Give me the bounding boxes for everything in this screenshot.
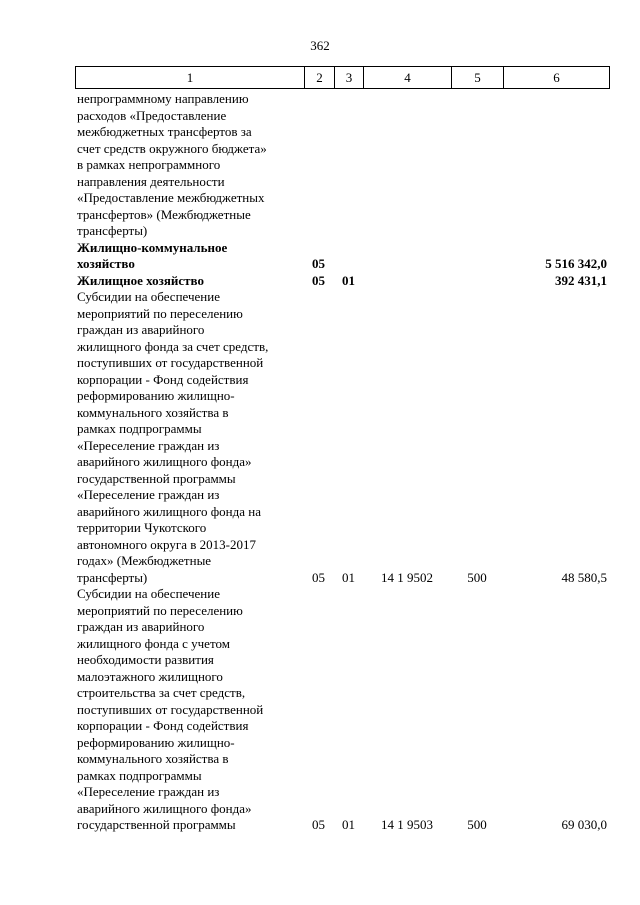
row-subsection: 01 (342, 569, 355, 585)
row-expense-type: 500 (467, 569, 487, 585)
row-section: 05 (312, 817, 325, 832)
page-number: 362 (310, 38, 330, 53)
row-amount: 48 580,5 (561, 569, 607, 585)
row-name: непрограммному направлению расходов «Предоставление межбюджетных трансфертов за счет средств окружного бюджета» в рамках непрограммного направления деятельности «Предоставление межбюджетных трансфертов» (Межбюджетные трансферты) (77, 91, 267, 238)
table-row (75, 289, 609, 586)
row-target: 14 1 9502 (381, 569, 433, 585)
row-section: 05 (312, 256, 325, 271)
header-col-1: 1 (76, 67, 305, 89)
table-row (75, 91, 609, 240)
row-subsection: 01 (342, 817, 355, 832)
row-section: 05 (312, 272, 325, 288)
row-name: Жилищно-коммунальное хозяйство (77, 239, 228, 271)
table-row (75, 273, 609, 290)
row-amount: 5 516 342,0 (545, 256, 607, 271)
row-amount: 69 030,0 (561, 817, 607, 832)
header-col-4: 4 (364, 67, 452, 89)
row-name: Субсидии на обеспечение мероприятий по переселению граждан из аварийного жилищного фонда за счет средств, поступивших от государственной корпорации - Фонд содействия реформированию жилищно- коммунального хозяйства в рамках подпрограммы «Переселение граждан из аварийного жилищного фонда» государственной программы «Переселение граждан из аварийного жилищного фонда на территории Чукотского автономного округа в 2013-2017 годах» (Межбюджетные трансферты) (77, 289, 269, 585)
header-col-2: 2 (305, 67, 335, 89)
header-col-5: 5 (452, 67, 504, 89)
row-name: Жилищное хозяйство (77, 272, 204, 288)
table-body (75, 91, 609, 834)
header-col-3: 3 (335, 67, 364, 89)
table-row (75, 586, 609, 834)
row-name: Субсидии на обеспечение мероприятий по переселению граждан из аварийного жилищного фонда с учетом необходимости развития малоэтажного жилищного строительства за счет средств, поступивших от государственной корпорации - Фонд содействия реформированию жилищно- коммунального хозяйства в рамках подпрограммы «Переселение граждан из аварийного жилищного фонда» государственной программы (77, 586, 264, 832)
row-expense-type: 500 (467, 817, 487, 832)
row-amount: 392 431,1 (555, 272, 607, 288)
header-col-6: 6 (504, 67, 610, 89)
table-row (75, 240, 609, 273)
table-header (75, 66, 610, 89)
row-subsection: 01 (342, 272, 355, 288)
row-target: 14 1 9503 (381, 817, 433, 832)
row-section: 05 (312, 569, 325, 585)
